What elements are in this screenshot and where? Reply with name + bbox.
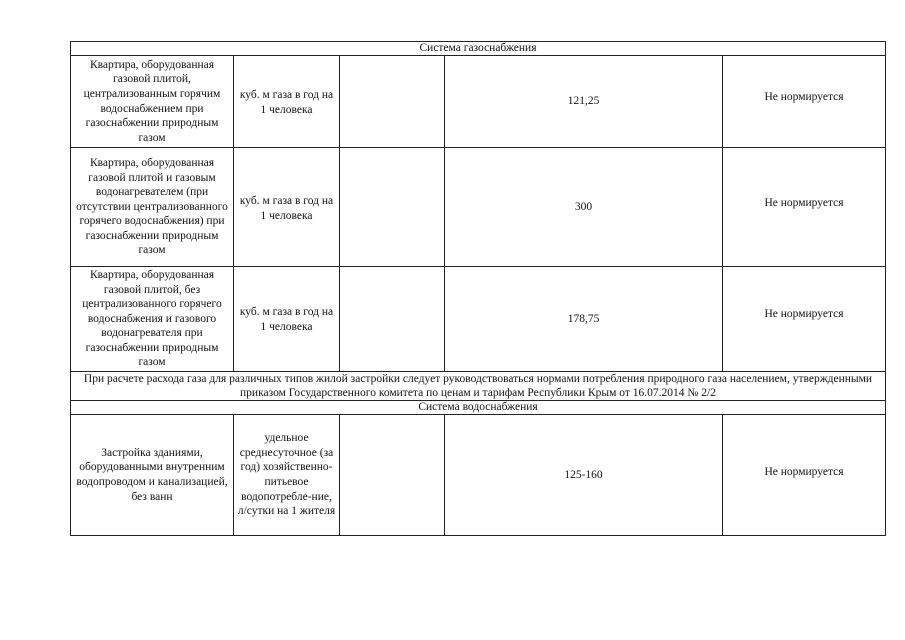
description-cell: Квартира, оборудованная газовой плитой и газовым водонагревателем (при отсутствии централизованного горячего водоснабжения) при газоснабжении природным газом [71,148,234,267]
unit-cell: куб. м газа в год на 1 человека [234,148,340,267]
empty-cell [340,267,445,372]
empty-cell [340,148,445,267]
description-cell: Застройка зданиями, оборудованными внутренним водопроводом и канализацией, без ванн [71,415,234,536]
norm-cell: Не нормируется [723,56,886,148]
value-cell: 125-160 [445,415,723,536]
description-cell: Квартира, оборудованная газовой плитой, без централизованного горячего водоснабжения и газового водонагревателя при газоснабжении природным газом [71,267,234,372]
gas-note: При расчете расхода газа для различных типов жилой застройки следует руководствоваться нормами потребления природного газа населением, утвержденными приказом Государственного комитета по ценам и тарифам Республики Крым от 16.07.2014 № 2/2 [71,372,886,401]
unit-cell: куб. м газа в год на 1 человека [234,267,340,372]
section-title-water: Система водоснабжения [71,401,886,415]
section-row-water [71,401,886,415]
unit-cell: куб. м газа в год на 1 человека [234,56,340,148]
norm-cell: Не нормируется [723,267,886,372]
table-row [71,148,886,267]
empty-cell [340,415,445,536]
table-row [71,56,886,148]
norm-cell: Не нормируется [723,148,886,267]
value-cell: 300 [445,148,723,267]
unit-cell: удельное среднесуточное (за год) хозяйственно-питьевое водопотребле-ние, л/сутки на 1 жителя [234,415,340,536]
section-title-gas: Система газоснабжения [71,42,886,56]
value-cell: 178,75 [445,267,723,372]
value-cell: 121,25 [445,56,723,148]
table-row [71,415,886,536]
description-cell: Квартира, оборудованная газовой плитой, централизованным горячим водоснабжением при газоснабжении природным газом [71,56,234,148]
table-row [71,267,886,372]
norm-cell: Не нормируется [723,415,886,536]
norms-table [70,41,886,536]
note-row [71,372,886,401]
section-row-gas [71,42,886,56]
empty-cell [340,56,445,148]
